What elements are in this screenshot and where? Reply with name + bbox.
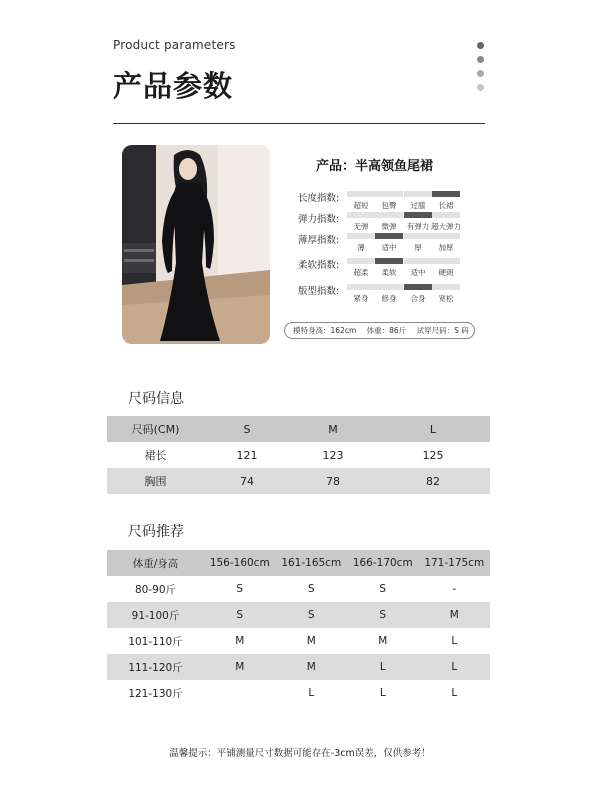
- index-label: 柔软指数:: [298, 260, 340, 271]
- dot-4: [477, 84, 484, 91]
- index-option-label: 无弹: [353, 222, 369, 231]
- recommend-cell: L: [419, 680, 491, 706]
- index-option-label: 超柔: [353, 268, 369, 277]
- index-row: [298, 233, 468, 255]
- index-label: 薄厚指数:: [298, 235, 340, 246]
- decorative-dots: [477, 42, 485, 98]
- index-row: [298, 191, 468, 213]
- recommend-row: [107, 602, 490, 628]
- index-bar-selected: [404, 212, 432, 218]
- index-bar: [375, 284, 403, 290]
- index-option-label: 微弹: [381, 222, 397, 231]
- index-option-label: 有弹力: [406, 222, 430, 231]
- index-option-label: 适中: [381, 243, 397, 252]
- index-bar-selected: [375, 258, 403, 264]
- index-bar-selected: [375, 233, 403, 239]
- model-size: 试穿尺码：S 码: [416, 326, 469, 335]
- index-bar: [347, 258, 375, 264]
- title-divider: [113, 123, 485, 124]
- index-bar: [375, 191, 403, 197]
- footnote: 温馨提示：平铺测量尺寸数据可能存在-3cm误差，仅供参考！: [169, 748, 431, 759]
- recommend-cell: S: [347, 602, 419, 628]
- index-row: [298, 258, 468, 280]
- recommend-cell: M: [276, 628, 348, 654]
- recommend-cell: 80-90斤: [107, 576, 204, 602]
- size-info-table: [107, 416, 490, 494]
- index-bar: [347, 212, 375, 218]
- size-recommend-table: [107, 550, 490, 706]
- recommend-row: [107, 576, 490, 602]
- recommend-cell: S: [204, 576, 276, 602]
- recommend-header-cell: 166-170cm: [347, 550, 419, 576]
- recommend-cell: S: [347, 576, 419, 602]
- size-cell: 74: [204, 468, 290, 494]
- index-bar: [404, 258, 432, 264]
- recommend-cell: 121-130斤: [107, 680, 204, 706]
- index-option-label: 柔软: [381, 268, 397, 277]
- recommend-row: [107, 680, 490, 706]
- size-cell: 裙长: [107, 442, 204, 468]
- index-label: 弹力指数:: [298, 214, 340, 225]
- index-bar: [404, 233, 432, 239]
- model-weight: 体重：86斤: [366, 326, 407, 335]
- index-option-label: 薄: [357, 243, 365, 252]
- recommend-cell: L: [347, 654, 419, 680]
- index-bar: [347, 191, 375, 197]
- recommend-header-cell: 体重/身高: [107, 550, 204, 576]
- index-option-label: 宽松: [438, 294, 454, 303]
- index-label: 版型指数:: [298, 286, 340, 297]
- index-bar: [347, 233, 375, 239]
- index-option-label: 长裙: [438, 201, 454, 210]
- index-bar: [432, 284, 460, 290]
- index-option-label: 包臀: [381, 201, 397, 210]
- subtitle-en: Product parameters: [113, 38, 236, 52]
- recommend-cell: L: [347, 680, 419, 706]
- recommend-cell: M: [347, 628, 419, 654]
- recommend-cell: [204, 680, 276, 706]
- recommend-cell: S: [276, 602, 348, 628]
- dot-1: [477, 42, 484, 49]
- recommend-cell: L: [419, 628, 491, 654]
- recommend-cell: M: [419, 602, 491, 628]
- index-option-label: 超短: [353, 201, 369, 210]
- size-header-cell: L: [376, 416, 490, 442]
- size-cell: 123: [290, 442, 376, 468]
- recommend-cell: S: [204, 602, 276, 628]
- recommend-cell: L: [276, 680, 348, 706]
- size-cell: 82: [376, 468, 490, 494]
- size-info-title: 尺码信息: [128, 391, 184, 407]
- recommend-header-cell: 171-175cm: [419, 550, 491, 576]
- index-label: 长度指数:: [298, 193, 340, 204]
- index-bar-selected: [432, 191, 460, 197]
- size-row: [107, 442, 490, 468]
- recommend-cell: 101-110斤: [107, 628, 204, 654]
- size-header-row: [107, 416, 490, 442]
- recommend-row: [107, 628, 490, 654]
- index-option-label: 适中: [410, 268, 426, 277]
- size-cell: 125: [376, 442, 490, 468]
- recommend-cell: M: [276, 654, 348, 680]
- dot-3: [477, 70, 484, 77]
- index-bar: [347, 284, 375, 290]
- recommend-cell: L: [419, 654, 491, 680]
- recommend-cell: 91-100斤: [107, 602, 204, 628]
- index-option-label: 超大弹力: [431, 222, 461, 231]
- index-bar: [432, 212, 460, 218]
- recommend-cell: -: [419, 576, 491, 602]
- index-row: [298, 284, 468, 306]
- index-bar: [375, 212, 403, 218]
- product-photo: [122, 145, 270, 344]
- dot-2: [477, 56, 484, 63]
- product-name: 产品：半高领鱼尾裙: [316, 159, 434, 174]
- model-height: 模特身高：162cm: [293, 326, 357, 335]
- recommend-header-cell: 161-165cm: [276, 550, 348, 576]
- size-cell: 78: [290, 468, 376, 494]
- index-bar-selected: [404, 284, 432, 290]
- size-header-cell: S: [204, 416, 290, 442]
- index-bar: [404, 191, 432, 197]
- recommend-row: [107, 654, 490, 680]
- size-row: [107, 468, 490, 494]
- index-bar: [432, 233, 460, 239]
- index-option-label: 过膝: [410, 201, 426, 210]
- size-header-cell: 尺码(CM): [107, 416, 204, 442]
- index-option-label: 加厚: [438, 243, 454, 252]
- index-option-label: 合身: [410, 294, 426, 303]
- size-recommend-title: 尺码推荐: [128, 524, 184, 540]
- size-cell: 胸围: [107, 468, 204, 494]
- size-cell: 121: [204, 442, 290, 468]
- index-option-label: 修身: [381, 294, 397, 303]
- index-option-label: 硬朗: [438, 268, 454, 277]
- recommend-header-row: [107, 550, 490, 576]
- size-header-cell: M: [290, 416, 376, 442]
- model-info-pill: [284, 322, 475, 339]
- index-option-label: 紧身: [353, 294, 369, 303]
- index-bar: [432, 258, 460, 264]
- recommend-cell: 111-120斤: [107, 654, 204, 680]
- recommend-cell: M: [204, 628, 276, 654]
- index-row: [298, 212, 468, 234]
- recommend-header-cell: 156-160cm: [204, 550, 276, 576]
- recommend-cell: S: [276, 576, 348, 602]
- recommend-cell: M: [204, 654, 276, 680]
- page-title: 产品参数: [113, 69, 234, 103]
- index-option-label: 厚: [414, 243, 422, 252]
